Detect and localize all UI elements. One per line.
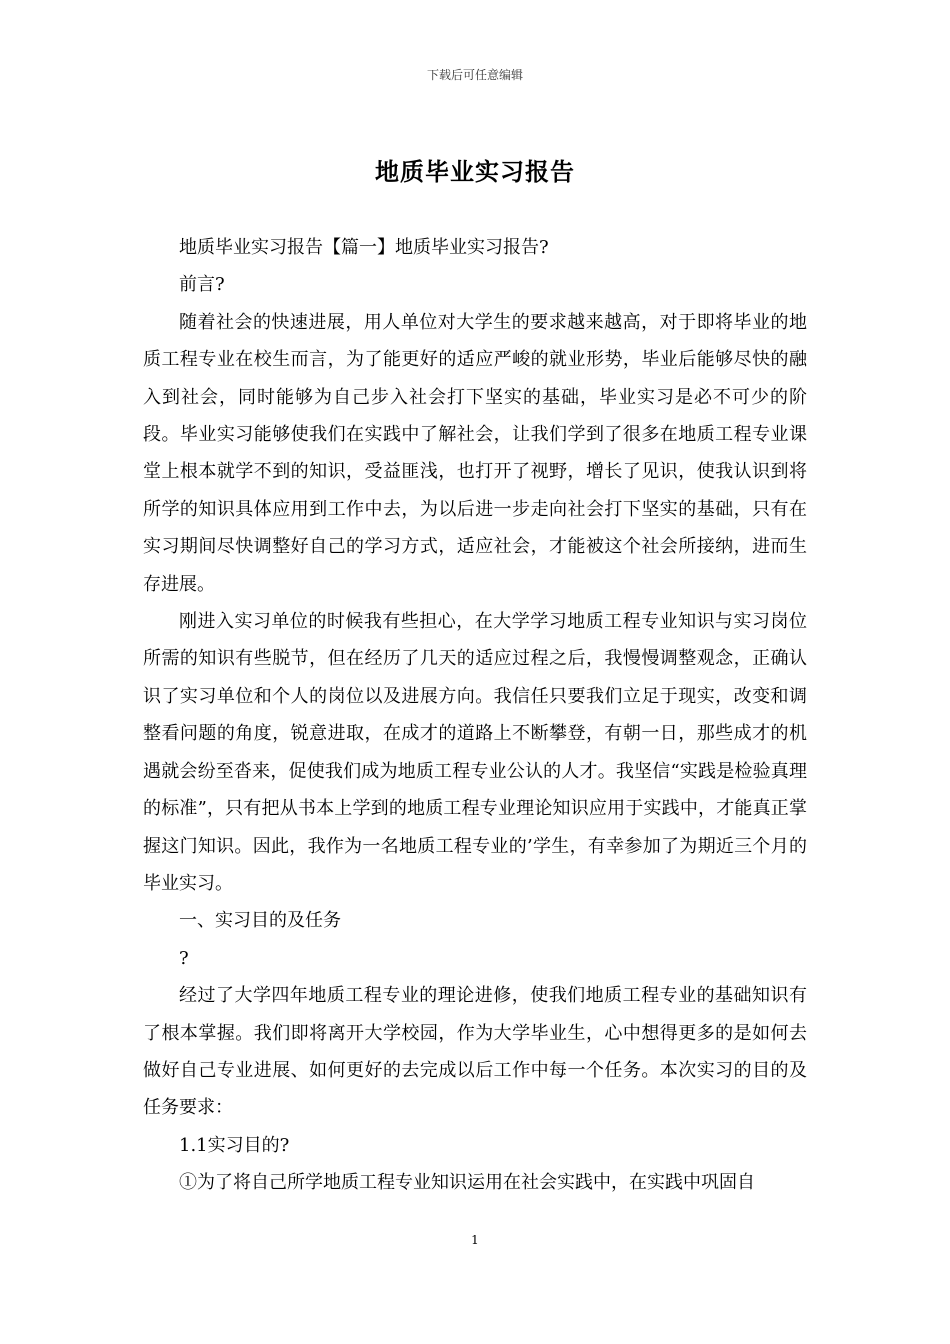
section-heading: 一、实习目的及任务 — [179, 910, 341, 932]
document-body — [143, 229, 807, 1202]
page-number: 1 — [471, 1233, 479, 1247]
body-paragraph: 经过了大学四年地质工程专业的理论进修，使我们地质工程专业的基础知识有了根本掌握。我们即将离开大学校园，作为大学毕业生，心中想得更多的是如何去做好自己专业进展、如何更好的去完成以后工作中每一个任务。本次实习的目的及任务要求： — [143, 985, 807, 1119]
subsection-heading: 1.1实习目的? — [179, 1134, 290, 1156]
body-paragraph: 刚进入实习单位的时候我有些担心，在大学学习地质工程专业知识与实习岗位所需的知识有些脱节，但在经历了几天的适应过程之后，我慢慢调整观念，正确认识了实习单位和个人的岗位以及进展方向。我信任只要我们立足于现实，改变和调整看问题的角度，锐意进取，在成才的道路上不断攀登，有朝一日，那些成才的机遇就会纷至沓来，促使我们成为地质工程专业公认的人才。我坚信“实践是检验真理的标准”，只有把从书本上学到的地质工程专业理论知识应用于实践中，才能真正掌握这门知识。因此，我作为一名地质工程专业的’学生，有幸参加了为期近三个月的毕业实习。 — [143, 611, 807, 894]
page-header: 下载后可任意编辑 — [426, 68, 523, 82]
preface-heading: 前言? — [179, 274, 225, 296]
body-paragraph: 随着社会的快速进展，用人单位对大学生的要求越来越高，对于即将毕业的地质工程专业在校生而言，为了能更好的适应严峻的就业形势，毕业后能够尽快的融入到社会，同时能够为自己步入社会打下坚实的基础，毕业实习是必不可少的阶段。毕业实习能够使我们在实践中了解社会，让我们学到了很多在地质工程专业课堂上根本就学不到的知识，受益匪浅，也打开了视野，增长了见识，使我认识到将所学的知识具体应用到工作中去，为以后进一步走向社会打下坚实的基础，只有在实习期间尽快调整好自己的学习方式，适应社会，才能被这个社会所接纳，进而生存进展。 — [143, 311, 807, 595]
placeholder-line: ? — [179, 947, 189, 969]
document-title: 地质毕业实习报告 — [375, 157, 575, 186]
heading-line: 地质毕业实习报告【篇一】地质毕业实习报告? — [179, 237, 549, 258]
list-item: ①为了将自己所学地质工程专业知识运用在社会实践中，在实践中巩固自 — [179, 1172, 755, 1194]
